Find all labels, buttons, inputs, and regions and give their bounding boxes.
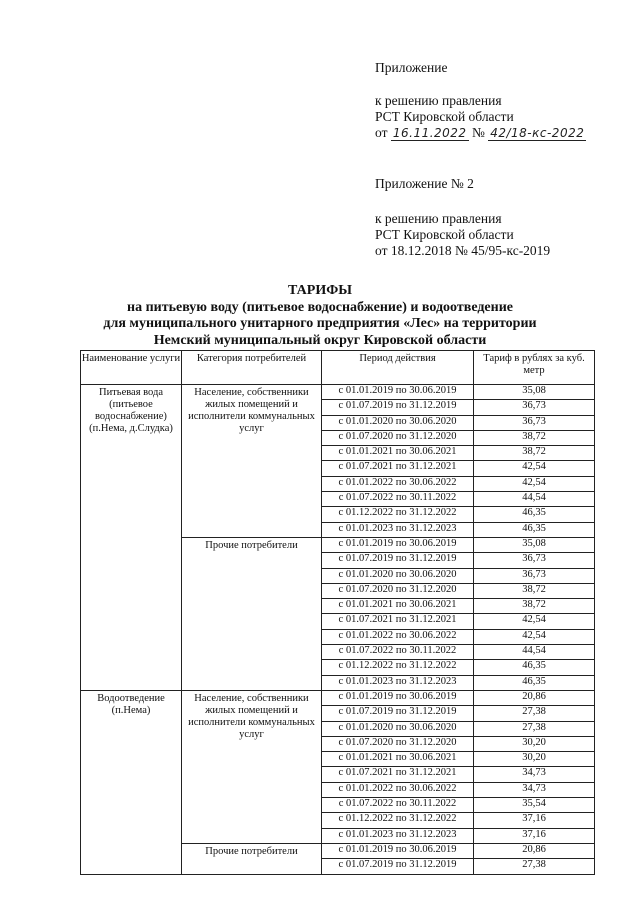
period-cell: с 01.07.2022 по 30.11.2022 <box>322 492 474 507</box>
tariff-cell: 37,16 <box>474 828 595 843</box>
appendix2-header <box>375 176 474 192</box>
period-cell: с 01.07.2019 по 31.12.2019 <box>322 400 474 415</box>
decision-date-line <box>375 125 586 141</box>
tariff-cell: 46,35 <box>474 522 595 537</box>
period-cell: с 01.01.2020 по 30.06.2020 <box>322 721 474 736</box>
period-cell: с 01.07.2022 по 30.11.2022 <box>322 798 474 813</box>
header-category: Категория потребителей <box>182 351 322 385</box>
period-cell: с 01.07.2020 по 31.12.2020 <box>322 430 474 445</box>
period-cell: с 01.07.2021 по 31.12.2021 <box>322 461 474 476</box>
period-cell: с 01.07.2021 по 31.12.2021 <box>322 614 474 629</box>
tariff-cell: 46,35 <box>474 660 595 675</box>
table-body <box>81 385 595 875</box>
period-cell: с 01.07.2022 по 30.11.2022 <box>322 645 474 660</box>
tariff-cell: 30,20 <box>474 736 595 751</box>
period-cell: с 01.01.2022 по 30.06.2022 <box>322 629 474 644</box>
tariff-cell: 46,35 <box>474 507 595 522</box>
period-cell: с 01.07.2019 по 31.12.2019 <box>322 553 474 568</box>
period-cell: с 01.12.2022 по 31.12.2022 <box>322 507 474 522</box>
period-cell: с 01.07.2020 по 31.12.2020 <box>322 583 474 598</box>
period-cell: с 01.01.2020 по 30.06.2020 <box>322 415 474 430</box>
org-name: РСТ Кировской области <box>375 109 514 124</box>
category-cell: Прочие потребители <box>182 537 322 690</box>
title-line-3: для муниципального унитарного предприятия «Лес» на территории <box>103 316 537 331</box>
period-cell: с 01.01.2021 по 30.06.2021 <box>322 752 474 767</box>
period-cell: с 01.07.2021 по 31.12.2021 <box>322 767 474 782</box>
tariff-cell: 27,38 <box>474 706 595 721</box>
tariff-cell: 42,54 <box>474 461 595 476</box>
to-decision-text-2: к решению правления <box>375 211 502 226</box>
category-cell: Население, собственники жилых помещений и исполнители коммунальных услуг <box>182 690 322 843</box>
tariff-cell: 38,72 <box>474 430 595 445</box>
period-cell: с 01.01.2019 по 30.06.2019 <box>322 385 474 400</box>
tariff-cell: 36,73 <box>474 553 595 568</box>
document-title <box>0 283 640 349</box>
service-name-cell: Питьевая вода (питьевое водоснабжение) (п.Нема, д.Слудка) <box>81 385 182 691</box>
period-cell: с 01.12.2022 по 31.12.2022 <box>322 660 474 675</box>
period-cell: с 01.01.2023 по 31.12.2023 <box>322 828 474 843</box>
title-line-1: ТАРИФЫ <box>288 283 352 298</box>
tariff-cell: 38,72 <box>474 446 595 461</box>
tariff-cell: 34,73 <box>474 767 595 782</box>
tariff-cell: 36,73 <box>474 568 595 583</box>
period-cell: с 01.01.2019 по 30.06.2019 <box>322 690 474 705</box>
appendix-label: Приложение <box>375 60 448 75</box>
header-tariff: Тариф в рублях за куб. метр <box>474 351 595 385</box>
tariff-table <box>80 350 595 875</box>
tariff-cell: 34,73 <box>474 782 595 797</box>
handwritten-number: 42/18-кс-2022 <box>490 126 585 140</box>
number-prefix: № <box>471 125 485 140</box>
tariff-cell: 44,54 <box>474 492 595 507</box>
period-cell: с 01.01.2023 по 31.12.2023 <box>322 522 474 537</box>
period-cell: с 01.01.2022 по 30.06.2022 <box>322 782 474 797</box>
period-cell: с 01.07.2019 по 31.12.2019 <box>322 859 474 874</box>
period-cell: с 01.01.2022 по 30.06.2022 <box>322 476 474 491</box>
to-decision-text: к решению правления <box>375 93 502 108</box>
org-name-2: РСТ Кировской области <box>375 227 514 242</box>
from-prefix: от <box>375 125 388 140</box>
tariff-cell: 36,73 <box>474 415 595 430</box>
tariff-cell: 38,72 <box>474 599 595 614</box>
category-cell: Прочие потребители <box>182 843 322 874</box>
tariff-cell: 27,38 <box>474 721 595 736</box>
decision-reference <box>375 93 586 141</box>
tariff-cell: 42,54 <box>474 614 595 629</box>
period-cell: с 01.01.2019 по 30.06.2019 <box>322 537 474 552</box>
period-cell: с 01.01.2023 по 31.12.2023 <box>322 675 474 690</box>
table-row <box>81 385 595 400</box>
table-row <box>81 690 595 705</box>
appendix2-label: Приложение № 2 <box>375 176 474 191</box>
original-date-line: от 18.12.2018 № 45/95-кс-2019 <box>375 243 551 258</box>
period-cell: с 01.01.2019 по 30.06.2019 <box>322 843 474 858</box>
period-cell: с 01.01.2020 по 30.06.2020 <box>322 568 474 583</box>
period-cell: с 01.12.2022 по 31.12.2022 <box>322 813 474 828</box>
tariff-cell: 35,08 <box>474 537 595 552</box>
category-cell: Население, собственники жилых помещений и исполнители коммунальных услуг <box>182 385 322 538</box>
table-header-row <box>81 351 595 385</box>
handwritten-date: 16.11.2022 <box>392 126 467 140</box>
header-service: Наименование услуги <box>81 351 182 385</box>
period-cell: с 01.01.2021 по 30.06.2021 <box>322 446 474 461</box>
title-line-4: Немский муниципальный округ Кировской области <box>153 332 487 348</box>
period-cell: с 01.01.2021 по 30.06.2021 <box>322 599 474 614</box>
tariff-cell: 20,86 <box>474 690 595 705</box>
tariff-cell: 30,20 <box>474 752 595 767</box>
period-cell: с 01.07.2020 по 31.12.2020 <box>322 736 474 751</box>
tariff-cell: 27,38 <box>474 859 595 874</box>
tariff-cell: 38,72 <box>474 583 595 598</box>
tariff-cell: 37,16 <box>474 813 595 828</box>
title-line-2: на питьевую воду (питьевое водоснабжение) и водоотведение <box>127 299 513 315</box>
tariff-cell: 44,54 <box>474 645 595 660</box>
tariff-cell: 20,86 <box>474 843 595 858</box>
tariff-cell: 35,54 <box>474 798 595 813</box>
tariff-cell: 35,08 <box>474 385 595 400</box>
tariff-cell: 46,35 <box>474 675 595 690</box>
tariff-cell: 36,73 <box>474 400 595 415</box>
tariff-cell: 42,54 <box>474 476 595 491</box>
appendix-header <box>375 60 447 76</box>
original-decision-reference <box>375 211 550 259</box>
tariff-cell: 42,54 <box>474 629 595 644</box>
period-cell: с 01.07.2019 по 31.12.2019 <box>322 706 474 721</box>
service-name-cell: Водоотведение (п.Нема) <box>81 690 182 874</box>
header-period: Период действия <box>322 351 474 385</box>
